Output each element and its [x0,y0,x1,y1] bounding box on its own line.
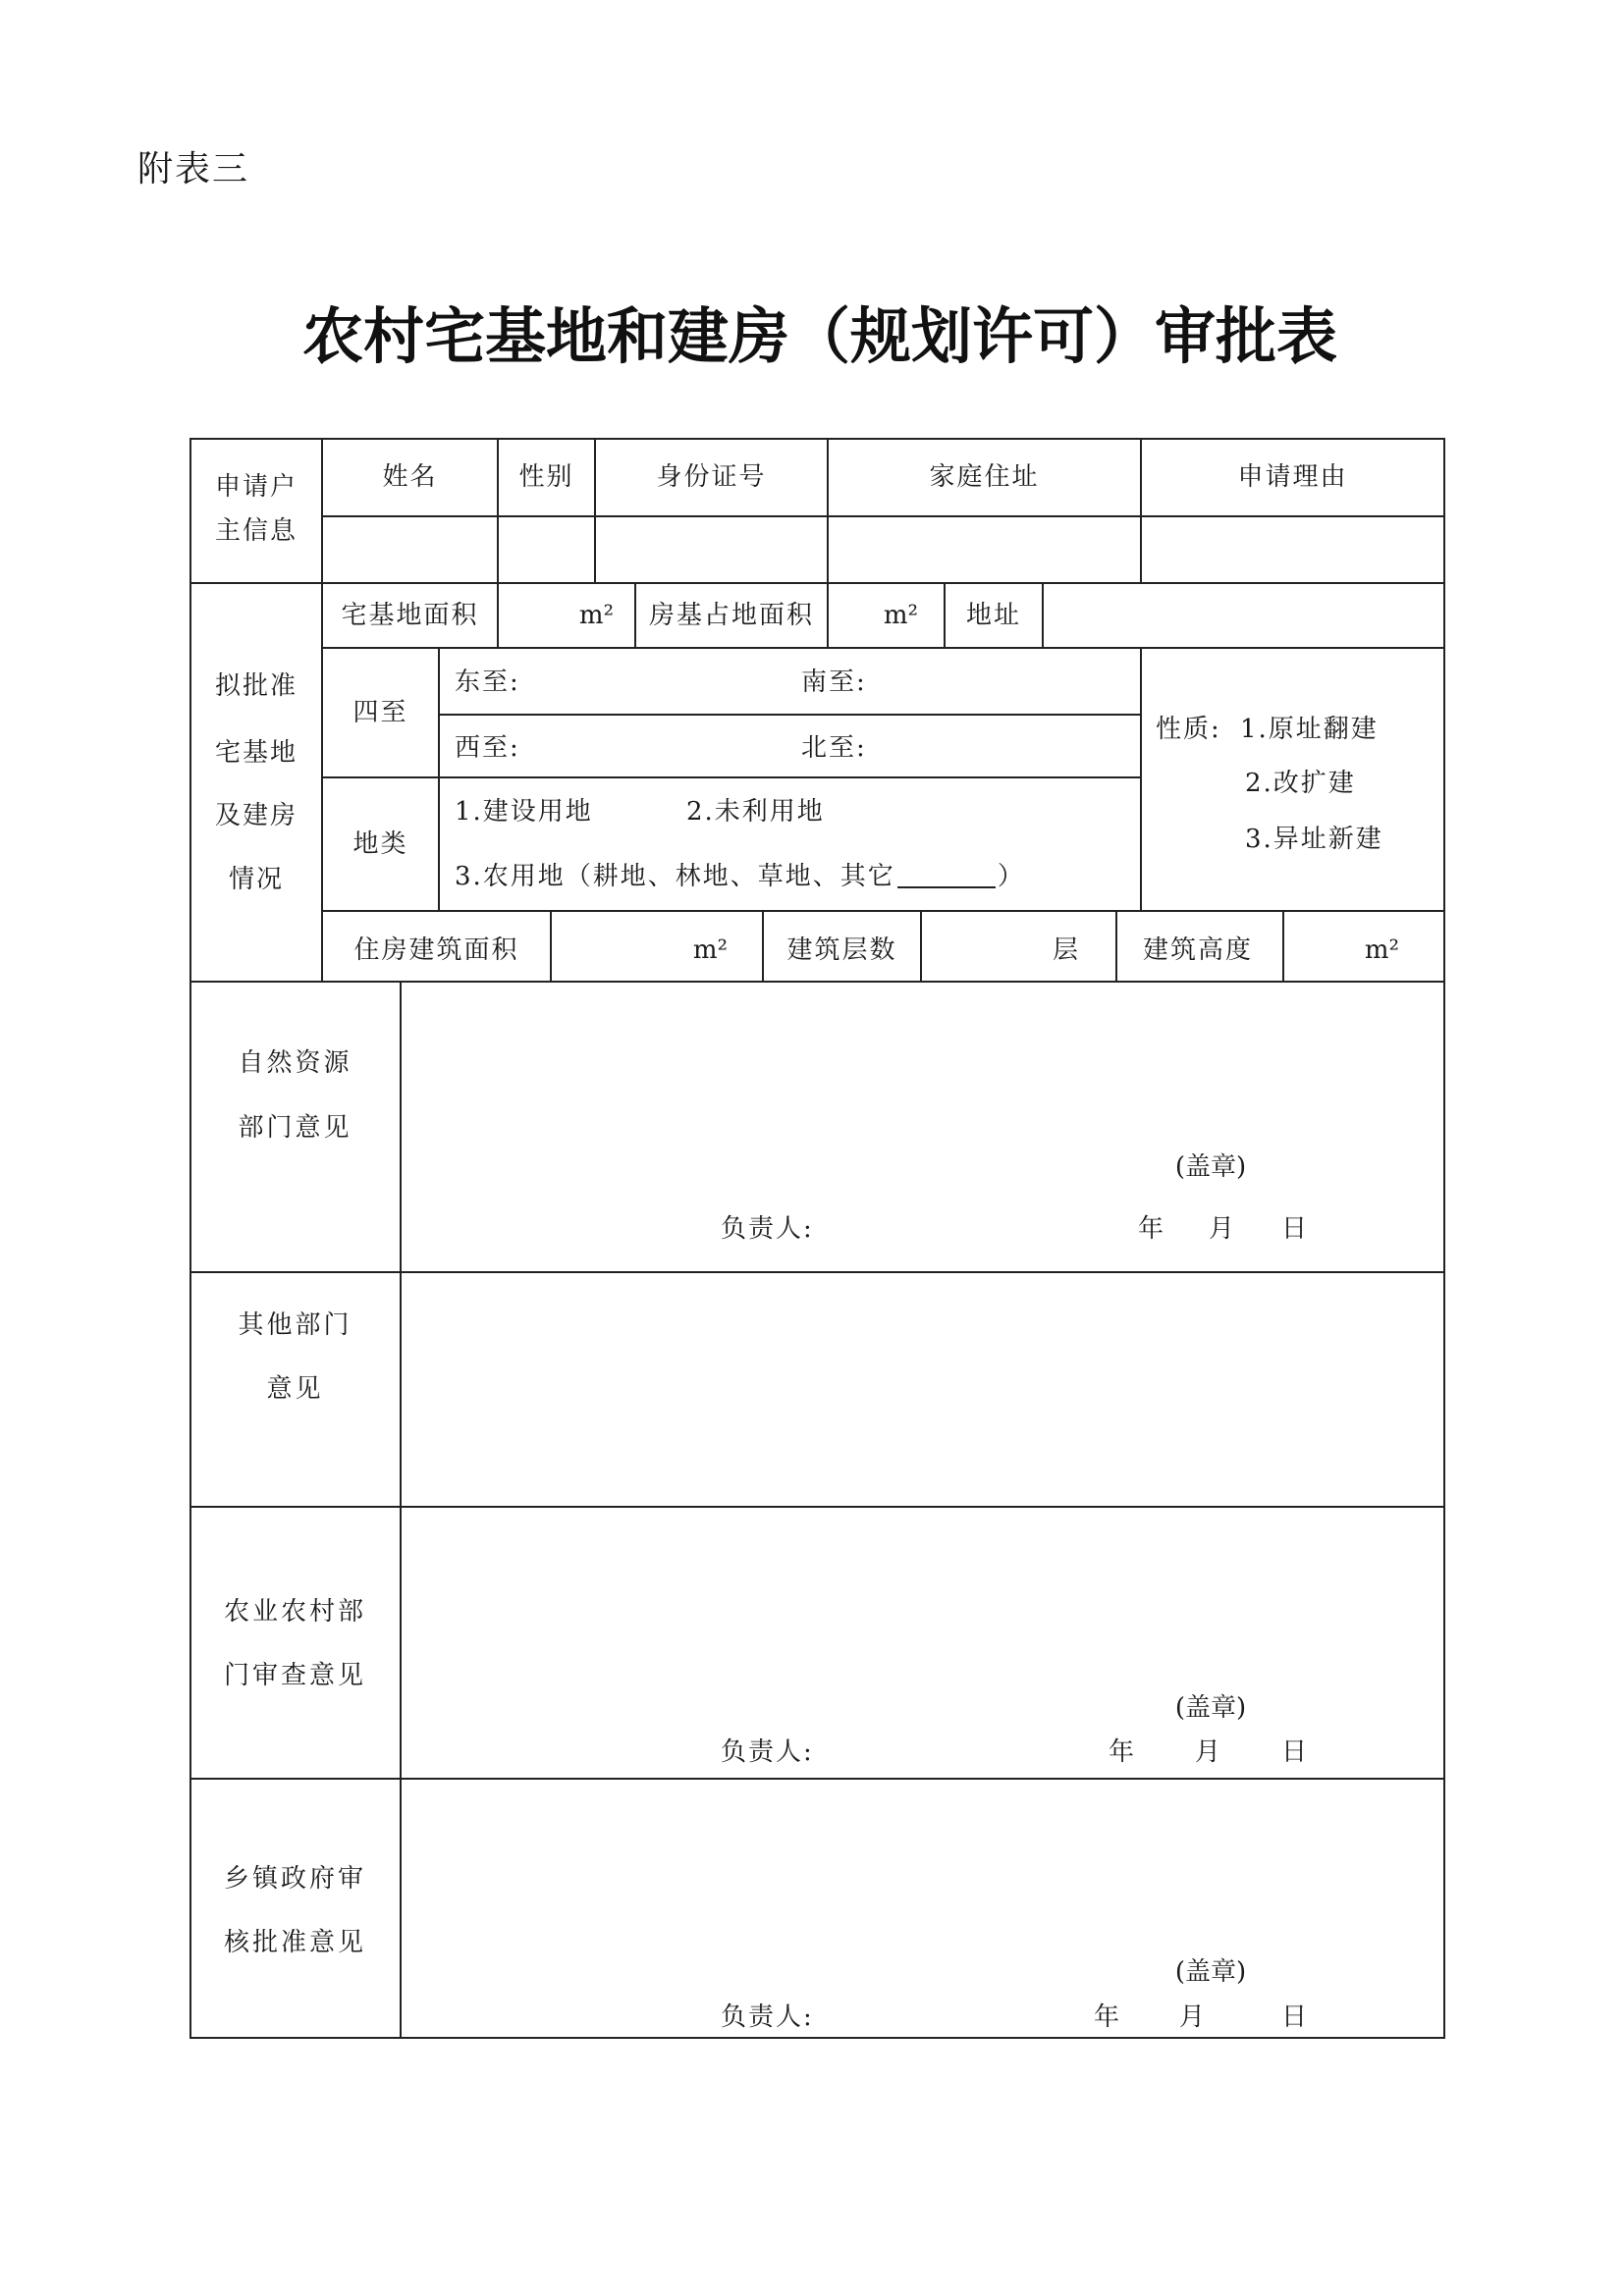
nature-option2: 2.改扩建 [1245,769,1356,798]
gender-value-cell [499,518,594,582]
other-departments-opinion-area [403,1274,1443,1506]
table-rule-h [190,1506,1445,1508]
land-type-option3-text: 3.农用地（耕地、林地、草地、其它 [455,862,895,891]
floors-unit: 层 [1052,935,1078,965]
natural-resources-signer: 负责人: [721,1214,814,1244]
land-type-option1: 1.建设用地 [455,797,593,827]
boundaries-label: 四至 [352,698,408,727]
township-year: 年 [1094,2002,1122,2032]
natural-resources-day: 日 [1281,1214,1310,1244]
address-value-cell [1044,585,1443,647]
table-rule-h [322,910,1445,912]
township-seal: (盖章) [1174,1957,1247,1987]
natural-resources-year: 年 [1138,1214,1166,1244]
applicant-label-line2: 主信息 [214,516,298,546]
agriculture-seal: (盖章) [1174,1693,1247,1723]
land-type-option2: 2.未利用地 [686,797,825,827]
column-header-home-address: 家庭住址 [929,462,1040,492]
homestead-label-line4: 情况 [228,865,284,894]
id-number-value-cell [596,518,827,582]
floors-label: 建筑层数 [786,935,897,965]
homestead-label-line3: 及建房 [214,801,298,830]
home-address-value-cell [829,518,1140,582]
table-rule-v [438,647,440,911]
footprint-area-label: 房基占地面积 [648,601,814,630]
township-label-line2: 核批准意见 [223,1928,366,1957]
agriculture-day: 日 [1281,1737,1310,1767]
agriculture-label-line2: 门审查意见 [223,1661,366,1690]
township-opinion-area [403,1781,1443,1948]
township-day: 日 [1281,2002,1310,2032]
township-month: 月 [1179,2002,1208,2032]
agriculture-opinion-area [403,1509,1443,1685]
column-header-application-reason: 申请理由 [1237,462,1348,492]
column-header-id-number: 身份证号 [656,462,767,492]
nature-option1: 1.原址翻建 [1240,715,1379,744]
natural-resources-label-line1: 自然资源 [238,1048,352,1078]
applicant-label-line1: 申请户 [214,472,298,502]
site-area-unit: m² [578,601,614,630]
natural-resources-opinion-area [403,984,1443,1141]
boundary-north: 北至: [801,733,867,763]
footprint-area-unit: m² [883,601,918,630]
table-rule-h [439,714,1142,716]
table-rule-h [322,647,1445,649]
homestead-label-line1: 拟批准 [214,671,298,701]
table-rule-h [322,515,1445,517]
boundary-south: 南至: [801,667,867,697]
table-rule-h [322,776,1142,778]
other-blank-line [897,859,996,888]
natural-resources-seal: (盖章) [1174,1152,1247,1182]
building-height-label: 建筑高度 [1142,935,1253,965]
table-rule-h [190,438,1445,440]
table-rule-v [1140,647,1142,911]
application-reason-value-cell [1142,518,1443,582]
nature-option3: 3.异址新建 [1245,825,1383,854]
agriculture-signer: 负责人: [721,1737,814,1767]
table-rule-h [190,582,1445,584]
agriculture-label-line1: 农业农村部 [223,1597,366,1627]
natural-resources-label-line2: 部门意见 [238,1113,352,1143]
agriculture-year: 年 [1109,1737,1137,1767]
column-header-gender: 性别 [518,462,574,492]
natural-resources-month: 月 [1209,1214,1237,1244]
name-value-cell [323,518,497,582]
homestead-label-line2: 宅基地 [214,738,298,768]
township-label-line1: 乡镇政府审 [223,1864,366,1894]
table-rule-h [190,981,1445,983]
other-departments-label-line2: 意见 [266,1374,324,1404]
township-signer: 负责人: [721,2002,814,2032]
attachment-label: 附表三 [137,149,250,189]
table-rule-h [190,2037,1445,2039]
building-height-unit: m² [1364,935,1399,965]
column-header-name: 姓名 [382,462,438,492]
boundary-east: 东至: [455,667,520,697]
address-label: 地址 [965,601,1021,630]
boundary-west: 西至: [455,733,520,763]
form-title: 农村宅基地和建房（规划许可）审批表 [301,300,1337,372]
land-type-option3 [455,859,1025,894]
floor-area-label: 住房建筑面积 [353,935,519,965]
table-rule-h [190,1778,1445,1780]
table-rule-v [400,981,402,2039]
table-rule-v [1443,438,1445,2039]
table-rule-h [190,1271,1445,1273]
land-type-option3-close: ） [997,862,1025,891]
floor-area-unit: m² [692,935,728,965]
site-area-label: 宅基地面积 [341,601,479,630]
other-departments-label-line1: 其他部门 [238,1310,352,1340]
agriculture-month: 月 [1195,1737,1223,1767]
nature-label: 性质: [1156,715,1221,744]
land-type-label: 地类 [352,829,408,859]
